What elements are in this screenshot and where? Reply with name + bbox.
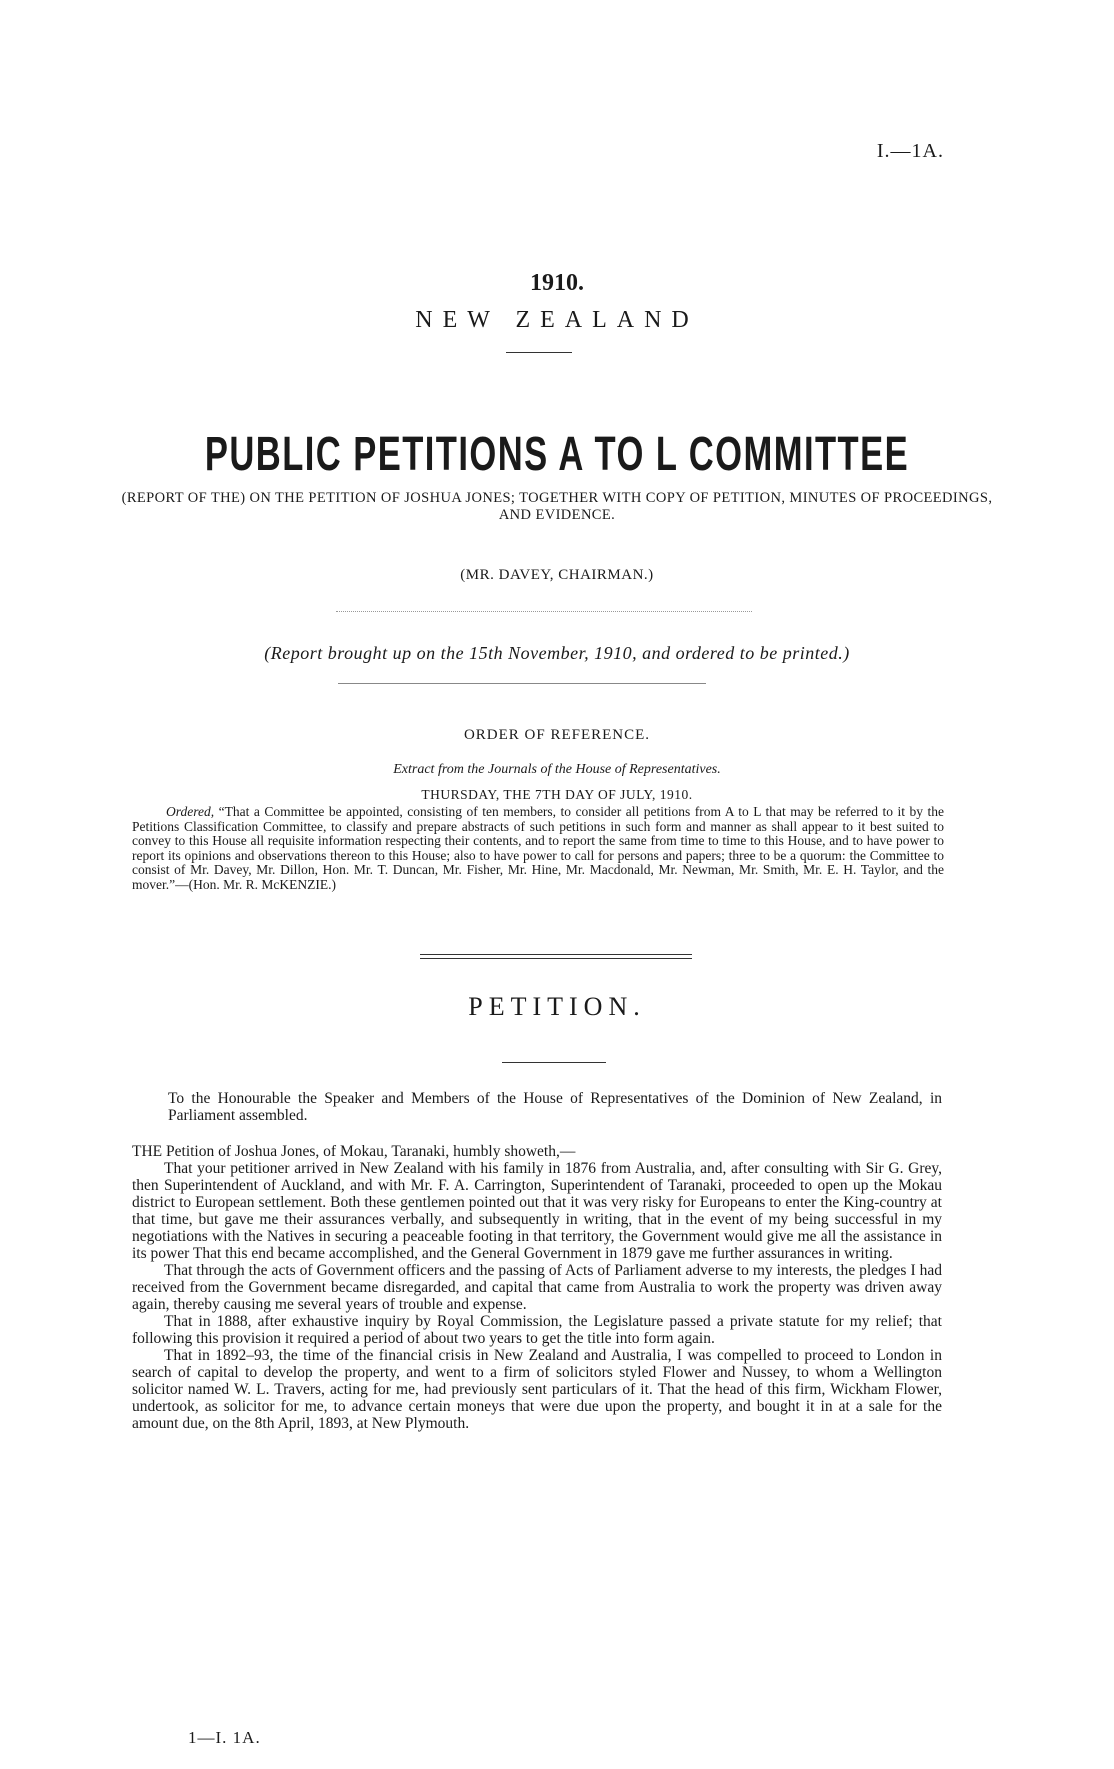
petition-heading: PETITION. — [468, 992, 646, 1021]
divider-rule — [502, 1062, 606, 1063]
report-subtitle: (REPORT OF THE) ON THE PETITION OF JOSHUA JONES; TOGETHER WITH COPY OF PETITION, MINUTES OF PROCEEDINGS, AND EVIDENCE. — [121, 490, 993, 523]
order-of-reference-heading: ORDER OF REFERENCE. — [463, 727, 651, 743]
order-date-line: THURSDAY, THE 7TH DAY OF JULY, 1910. — [421, 787, 693, 802]
divider-rule — [338, 683, 706, 684]
committee-title: PUBLIC PETITIONS A TO L COMMITTEE — [204, 428, 910, 481]
paper-reference-code: I.—1A. — [876, 140, 944, 162]
country-heading: NEW ZEALAND — [415, 307, 699, 333]
petition-paragraph: That your petitioner arrived in New Zealand with his family in 1876 from Australia, and, after consulting with Sir G. Grey, then Superintendent of Auckland, and with Mr. F. A. Carrington, Superintendent of Taranaki, proceeded to open up the Mokau district to European settlement. Both these gentlemen pointed out that it was very risky for Europeans to enter the King-country at that time, but gave me their assurances verbally, and subsequently in writing, that in the event of my being successful in my negotiations with the Natives in securing a peaceable footing in that territory, the Government would give me all the assistance in its power That this end became accomplished, and the General Government in 1879 gave me further assurances in writing. — [132, 1160, 942, 1262]
document-year: 1910. — [530, 270, 584, 296]
petition-paragraph: That in 1892–93, the time of the financial crisis in New Zealand and Australia, I was compelled to proceed to London in search of capital to develop the property, and went to a firm of solicitors styled Flower and Nussey, to whom a Wellington solicitor named W. L. Travers, acting for me, had previously sent particulars of it. That the head of this firm, Wickham Flower, undertook, as solicitor for me, to advance certain moneys that were due upon the property, and bought it in at a sale for the amount due, on the 8th April, 1893, at New Plymouth. — [132, 1347, 942, 1432]
report-note: (Report brought up on the 15th November, 1910, and ordered to be printed.) — [264, 643, 850, 663]
intro-rest: Petition of Joshua Jones, of Mokau, Taranaki, humbly showeth,— — [162, 1143, 576, 1160]
double-rule-top — [420, 954, 692, 955]
petition-paragraph: That through the acts of Government officers and the passing of Acts of Parliament adverse to my interests, the pledges I had received from the Government became disregarded, and capital that came from Australia to work the property was driven away again, thereby causing me several years of trouble and expense. — [132, 1262, 942, 1313]
page-footer-code: 1—I. 1A. — [188, 1728, 261, 1747]
chairman-line: (MR. DAVEY, CHAIRMAN.) — [460, 567, 654, 583]
double-rule-bottom — [420, 958, 692, 959]
ordered-word: Ordered, — [166, 804, 215, 819]
intro-the: THE — [132, 1143, 163, 1160]
petition-address — [132, 1090, 942, 1124]
order-body: “That a Committee be appointed, consisting of ten members, to consider all petitions from A to L that may be referred to it by the Petitions Classification Committee, to classify and prepare abstracts of such petitions in such form and manner as shall appear to it best suited to convey to this House all requisite information respecting their contents, and to report the same from time to time to this House, and to have power to report its opinions and observations thereon to this House; also to have power to call for persons and papers; three to be a quorum: the Committee to consist of Mr. Davey, Mr. Dillon, Hon. Mr. T. Duncan, Mr. Fisher, Mr. Hine, Mr. Macdonald, Mr. Newman, Mr. Smith, Mr. E. H. Taylor, and the mover.”—(Hon. Mr. R. McKENZIE.) — [132, 804, 944, 892]
petition-body — [132, 1143, 942, 1432]
petition-intro — [132, 1143, 942, 1160]
petition-paragraph: That in 1888, after exhaustive inquiry by Royal Commission, the Legislature passed a private statute for my relief; that following this provision it required a period of about two years to get the title into form again. — [132, 1313, 942, 1347]
address-text: To the Honourable the Speaker and Members of the House of Representatives of the Dominion of New Zealand, in Parliament assembled. — [168, 1090, 942, 1124]
order-paragraph — [132, 805, 944, 892]
dotted-divider — [336, 611, 752, 612]
order-of-reference-text — [132, 805, 944, 892]
divider-rule — [506, 352, 572, 353]
journal-extract-line: Extract from the Journals of the House of Representatives. — [393, 762, 721, 777]
